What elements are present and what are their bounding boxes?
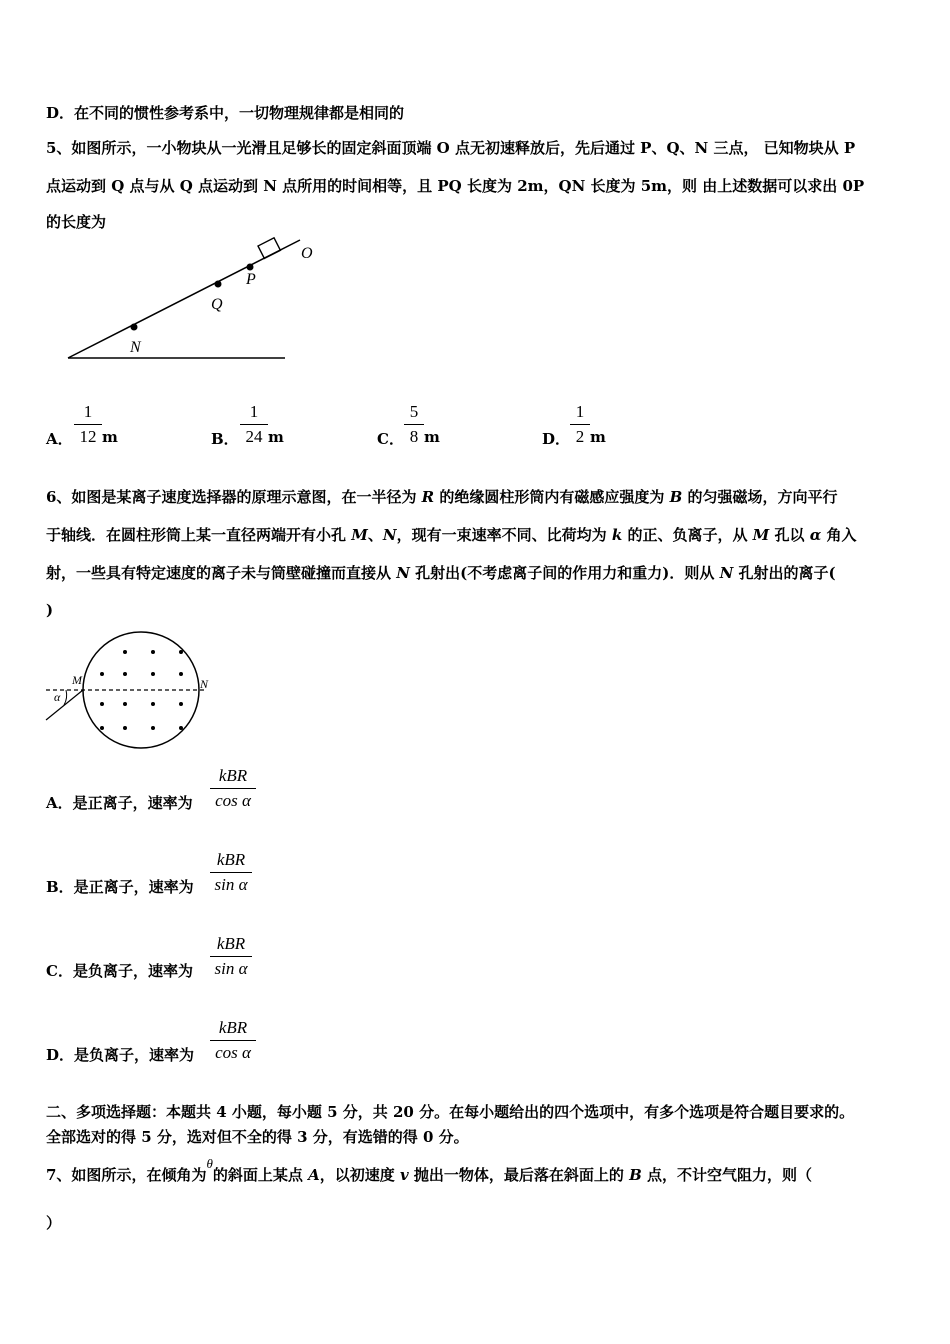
block [258, 238, 280, 259]
point-n [131, 324, 138, 331]
q4-option-d: D．在不同的惯性参考系中，一切物理规律都是相同的 [46, 104, 405, 122]
q5-option-c-fraction: 5 8 [404, 402, 424, 447]
point-p [247, 264, 254, 271]
q5-text-line3: 的长度为 [46, 213, 107, 231]
q5-text-line2: 点运动到 Q 点与从 Q 点运动到 N 点所用的时间相等，且 PQ 长度为 2m，QN 长度为 5m，则 由上述数据可以求出 0P [46, 177, 865, 195]
label-o: O [301, 245, 313, 262]
q5-option-a-label: A． [46, 430, 73, 448]
label-n: N [130, 339, 141, 356]
q6-option-b-fraction: kBR sin α [210, 850, 252, 895]
q6-option-c-fraction: kBR sin α [210, 934, 252, 979]
q5-option-a-unit: m [102, 428, 118, 446]
q6-text-line4: ) [46, 601, 54, 619]
q5-option-b-unit: m [268, 428, 284, 446]
q6-text-line1: 6、如图是某离子速度选择器的原理示意图，在一半径为 R 的绝缘圆柱形筒内有磁感应强度为 B 的匀强磁场，方向平行 [46, 488, 838, 506]
q6-option-c-label: C．是负离子，速率为 [46, 962, 193, 980]
q6-option-a-label: A．是正离子，速率为 [46, 794, 193, 812]
q7-text-line2: ） [46, 1214, 62, 1232]
q6-option-d-fraction: kBR cos α [210, 1018, 256, 1063]
q5-incline-figure [60, 236, 350, 366]
q6-option-b-label: B．是正离子，速率为 [46, 878, 194, 896]
q5-option-d-label: D． [542, 430, 571, 448]
label-q: Q [211, 296, 223, 313]
section2-heading-line2: 全部选对的得 5 分，选对但不全的得 3 分，有选错的得 0 分。 [46, 1128, 469, 1146]
q6-option-d-label: D．是负离子，速率为 [46, 1046, 195, 1064]
q5-option-d-fraction: 1 2 [570, 402, 590, 447]
q5-text-line1: 5、如图所示，一小物块从一光滑且足够长的固定斜面顶端 O 点无初速释放后，先后通过 P、Q、N 三点， 已知物块从 P [46, 139, 856, 157]
label-alpha: α [54, 690, 61, 704]
q6-text-line2: 于轴线．在圆柱形筒上某一直径两端开有小孔 M、N，现有一束速率不同、比荷均为 k 的正、负离子，从 M 孔以 α 角入 [46, 526, 857, 544]
point-q [215, 281, 222, 288]
q6-text-line3: 射，一些具有特定速度的离子未与筒壁碰撞而直接从 N 孔射出(不考虑离子间的作用力和重力)．则从 N 孔射出的离子( [46, 564, 836, 582]
q7-text-line1: 7、如图所示，在倾角为θ的斜面上某点 A，以初速度 v 抛出一物体，最后落在斜面上的 B 点，不计空气阻力，则（ [46, 1156, 813, 1184]
alpha-arc [64, 690, 67, 705]
section2-heading-line1: 二、多项选择题：本题共 4 小题，每小题 5 分，共 20 分。在每小题给出的四个选项中，有多个选项是符合题目要求的。 [46, 1103, 855, 1121]
q6-option-a-fraction: kBR cos α [210, 766, 256, 811]
q6-velocity-selector-figure [44, 628, 224, 756]
label-n: N [200, 677, 209, 691]
q5-option-c-label: C． [377, 430, 404, 448]
q5-option-d-unit: m [590, 428, 606, 446]
q5-option-a-fraction: 1 12 [74, 402, 102, 447]
q5-option-c-unit: m [424, 428, 440, 446]
label-p: P [246, 271, 256, 288]
q5-option-b-label: B． [211, 430, 239, 448]
q5-option-b-fraction: 1 24 [240, 402, 268, 447]
label-m: M [72, 673, 82, 687]
